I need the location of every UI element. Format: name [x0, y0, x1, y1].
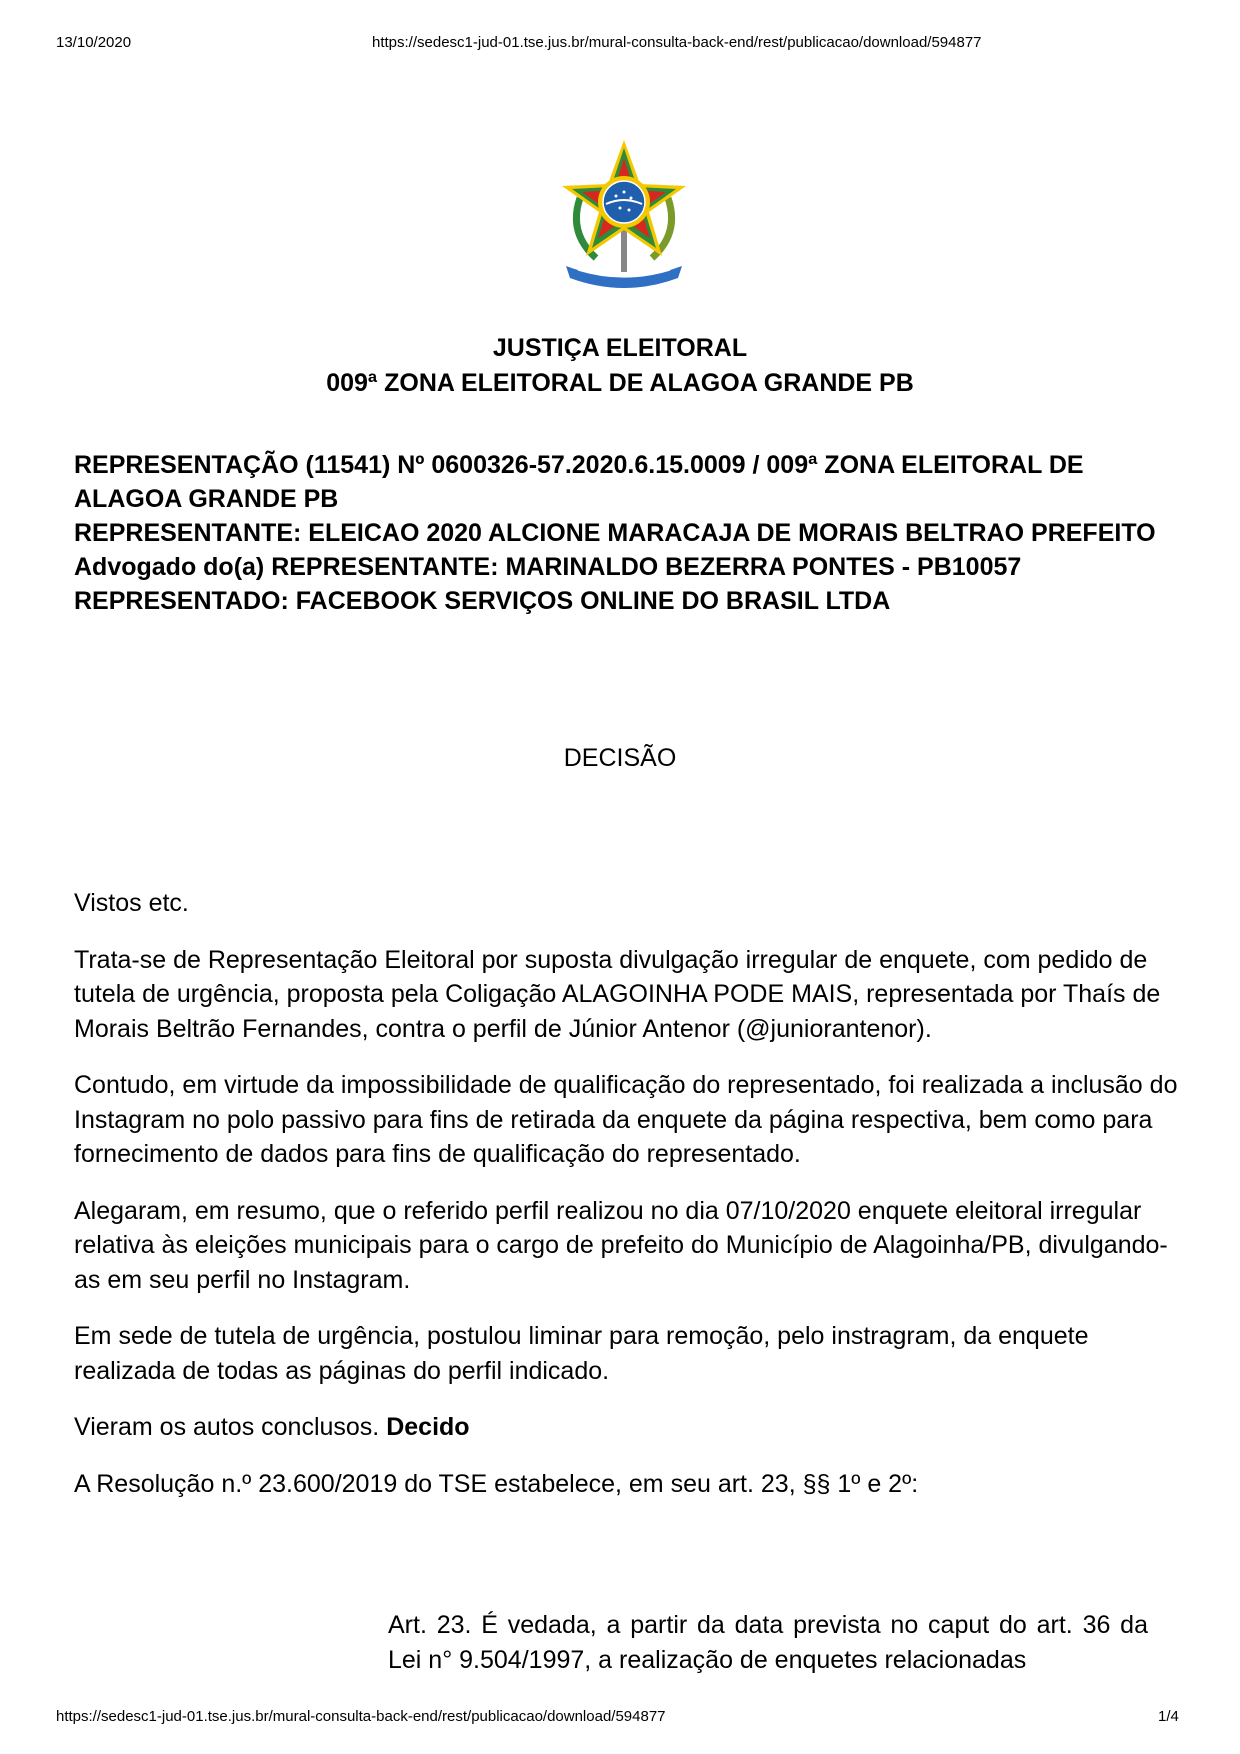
decido-bold: Decido [386, 1413, 470, 1441]
court-name: JUSTIÇA ELEITORAL [492, 334, 748, 362]
paragraph-summary: Trata-se de Representação Eleitoral por suposta divulgação irregular de enquete, com pedido de tutela de urgência, proposta pela Coligação ALAGOINHA PODE MAIS, representada por Thaís de Morais Beltrão Fernandes, contra o perfil de Júnior Antenor (@juniorantenor). [74, 945, 1161, 1043]
paragraph-conclusion [74, 1410, 1184, 1445]
decision-body [74, 886, 1184, 1523]
paragraph-allegations: Alegaram, em resumo, que o referido perfil realizou no dia 07/10/2020 enquete eleitoral irregular relativa às eleições municipais para o cargo de prefeito do Município de Alagoinha/PB, divulgando-as em seu perfil no Instagram. [74, 1196, 1168, 1294]
print-url: https://sedesc1-jud-01.tse.jus.br/mural-consulta-back-end/rest/publicacao/download/594877 [372, 34, 982, 51]
footer-url: https://sedesc1-jud-01.tse.jus.br/mural-consulta-back-end/rest/publicacao/download/594877 [56, 1708, 666, 1725]
court-title [0, 331, 1240, 401]
paragraph-urgency: Em sede de tutela de urgência, postulou liminar para remoção, pelo instragram, da enquete realizada de todas as páginas do perfil indicado. [74, 1322, 1089, 1385]
case-number: REPRESENTAÇÃO (11541) Nº 0600326-57.2020.6.15.0009 / 009ª ZONA ELEITORAL DE ALAGOA GRANDE PB [74, 451, 1084, 513]
brazil-coat-of-arms-icon [558, 138, 690, 288]
case-header [74, 448, 1184, 618]
print-date: 13/10/2020 [56, 34, 132, 51]
print-header [0, 34, 1240, 54]
defendant: REPRESENTADO: FACEBOOK SERVIÇOS ONLINE DO BRASIL LTDA [74, 587, 891, 615]
plaintiff-lawyer: Advogado do(a) REPRESENTANTE: MARINALDO BEZERRA PONTES - PB10057 [74, 553, 1022, 581]
plaintiff: REPRESENTANTE: ELEICAO 2020 ALCIONE MARACAJA DE MORAIS BELTRAO PREFEITO [74, 519, 1156, 547]
electoral-zone: 009ª ZONA ELEITORAL DE ALAGOA GRANDE PB [326, 369, 914, 397]
paragraph-vistos: Vistos etc. [74, 889, 189, 917]
legal-quote: Art. 23. É vedada, a partir da data prevista no caput do art. 36 da Lei n° 9.504/1997, a realização de enquetes relacionadas [388, 1611, 1148, 1674]
paragraph-instagram: Contudo, em virtude da impossibilidade de qualificação do representado, foi realizada a inclusão do Instagram no polo passivo para fins de retirada da enquete da página respectiva, bem como para fornecimento de dados para fins de qualificação do representado. [74, 1071, 1178, 1168]
print-footer [0, 1708, 1240, 1728]
conclusion-text: Vieram os autos conclusos. [74, 1413, 387, 1441]
paragraph-resolution: A Resolução n.º 23.600/2019 do TSE estabelece, em seu art. 23, §§ 1º e 2º: [74, 1469, 919, 1498]
page-number: 1/4 [1158, 1708, 1179, 1725]
decision-heading: DECISÃO [563, 744, 677, 772]
